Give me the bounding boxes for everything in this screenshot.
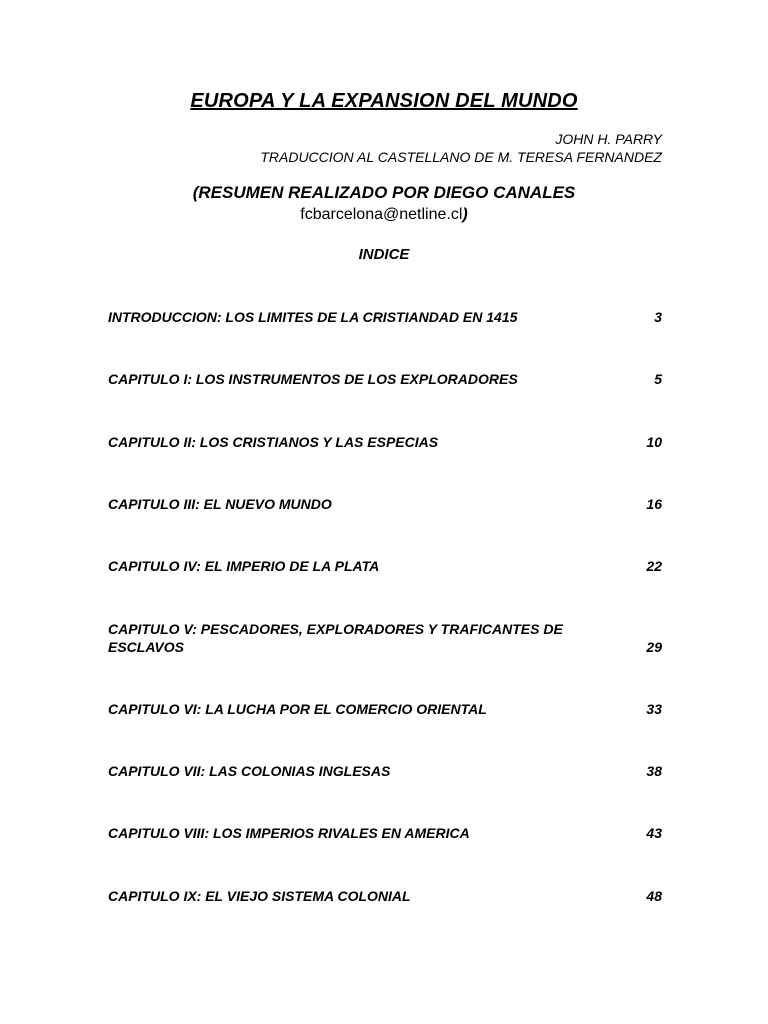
translation-credit: TRADUCCION AL CASTELLANO DE M. TERESA FERNANDEZ	[260, 149, 662, 165]
toc-entry-title: CAPITULO VI: LA LUCHA POR EL COMERCIO ORIENTAL	[108, 701, 487, 717]
summary-credit: (RESUMEN REALIZADO POR DIEGO CANALES	[192, 183, 576, 202]
toc-entry-title: CAPITULO II: LOS CRISTIANOS Y LAS ESPECIAS	[108, 434, 439, 450]
email-line	[0, 206, 768, 224]
toc-entry	[108, 887, 662, 905]
toc-entry-title: CAPITULO I: LOS INSTRUMENTOS DE LOS EXPLORADORES	[108, 371, 518, 387]
toc-entry	[108, 557, 662, 575]
toc-entry	[108, 308, 662, 326]
toc-entry-page: 10	[646, 434, 662, 450]
toc-entry-page: 3	[654, 309, 662, 325]
toc-entry-page: 22	[646, 558, 662, 574]
closing-parenthesis: )	[462, 206, 468, 223]
email-address: fcbarcelona@netline.cl	[300, 206, 463, 223]
toc-entry-page: 29	[646, 639, 662, 655]
toc-entry-title: CAPITULO IX: EL VIEJO SISTEMA COLONIAL	[108, 888, 411, 904]
toc-entry	[108, 370, 662, 388]
toc-entry-page: 43	[646, 825, 662, 841]
toc-entry	[108, 495, 662, 513]
document-title: EUROPA Y LA EXPANSION DEL MUNDO	[190, 90, 578, 112]
toc-entry-title: CAPITULO V: PESCADORES, EXPLORADORES Y TRAFICANTES DE ESCLAVOS	[108, 621, 563, 655]
toc-entry-page: 33	[646, 701, 662, 717]
toc-entry-title: CAPITULO VIII: LOS IMPERIOS RIVALES EN AMERICA	[108, 825, 470, 841]
toc-entry	[108, 620, 662, 656]
toc-entry-title: CAPITULO III: EL NUEVO MUNDO	[108, 496, 332, 512]
toc-entry	[108, 824, 662, 842]
toc-entry-page: 38	[646, 763, 662, 779]
author-name: JOHN H. PARRY	[555, 131, 662, 147]
index-heading: INDICE	[358, 246, 410, 263]
toc-entry	[108, 762, 662, 780]
toc-entry	[108, 700, 662, 718]
toc-entry-title: CAPITULO VII: LAS COLONIAS INGLESAS	[108, 763, 391, 779]
toc-entry-page: 16	[646, 496, 662, 512]
toc-entry	[108, 433, 662, 451]
toc-entry-page: 5	[654, 371, 662, 387]
toc-entry-title: CAPITULO IV: EL IMPERIO DE LA PLATA	[108, 558, 380, 574]
toc-entry-page: 48	[646, 888, 662, 904]
toc-entry-title: INTRODUCCION: LOS LIMITES DE LA CRISTIANDAD EN 1415	[108, 309, 518, 325]
